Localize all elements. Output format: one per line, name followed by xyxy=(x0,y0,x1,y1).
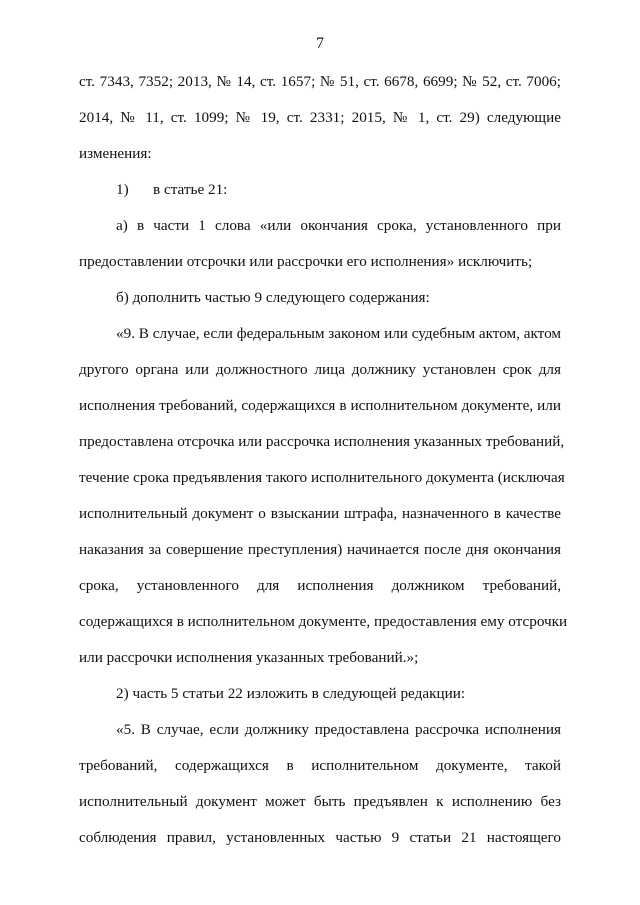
text-line-18: 2) часть 5 статьи 22 изложить в следующей редакции: xyxy=(116,685,466,702)
text-line-21: исполнительный документ может быть предъявлен к исполнению без xyxy=(79,793,561,810)
text-line-13: исполнительный документ о взыскании штрафа, назначенного в качестве xyxy=(79,505,561,522)
text-line-11: предоставлена отсрочка или рассрочка исполнения указанных требований, xyxy=(79,433,565,450)
text-line-5: а) в части 1 слова «или окончания срока, установленного при xyxy=(116,217,561,234)
page-number: 7 xyxy=(316,35,324,52)
text-line-6: предоставлении отсрочки или рассрочки его исполнения» исключить; xyxy=(79,253,533,270)
list-item-number: 1) xyxy=(116,181,129,198)
text-line-20: требований, содержащихся в исполнительном документе, такой xyxy=(79,757,561,774)
text-line-9: другого органа или должностного лица должнику установлен срок для xyxy=(79,361,561,378)
text-line-1: ст. 7343, 7352; 2013, № 14, ст. 1657; № 51, ст. 6678, 6699; № 52, ст. 7006; xyxy=(79,73,561,90)
text-line-10: исполнения требований, содержащихся в исполнительном документе, или xyxy=(79,397,561,414)
text-line-12: течение срока предъявления такого исполнительного документа (исключая xyxy=(79,469,565,486)
text-line-22: соблюдения правил, установленных частью 9 статьи 21 настоящего xyxy=(79,829,561,846)
text-line-19: «5. В случае, если должнику предоставлена рассрочка исполнения xyxy=(116,721,561,738)
text-line-14: наказания за совершение преступления) начинается после дня окончания xyxy=(79,541,561,558)
list-item-text: в статье 21: xyxy=(153,181,228,198)
text-line-16: содержащихся в исполнительном документе, предоставления ему отсрочки xyxy=(79,613,568,630)
text-line-3: изменения: xyxy=(79,145,152,162)
text-line-7: б) дополнить частью 9 следующего содержания: xyxy=(116,289,430,306)
text-line-2: 2014, № 11, ст. 1099; № 19, ст. 2331; 2015, № 1, ст. 29) следующие xyxy=(79,109,561,126)
text-line-17: или рассрочки исполнения указанных требований.»; xyxy=(79,649,419,666)
text-line-8: «9. В случае, если федеральным законом или судебным актом, актом xyxy=(116,325,561,342)
text-line-15: срока, установленного для исполнения должником требований, xyxy=(79,577,561,594)
